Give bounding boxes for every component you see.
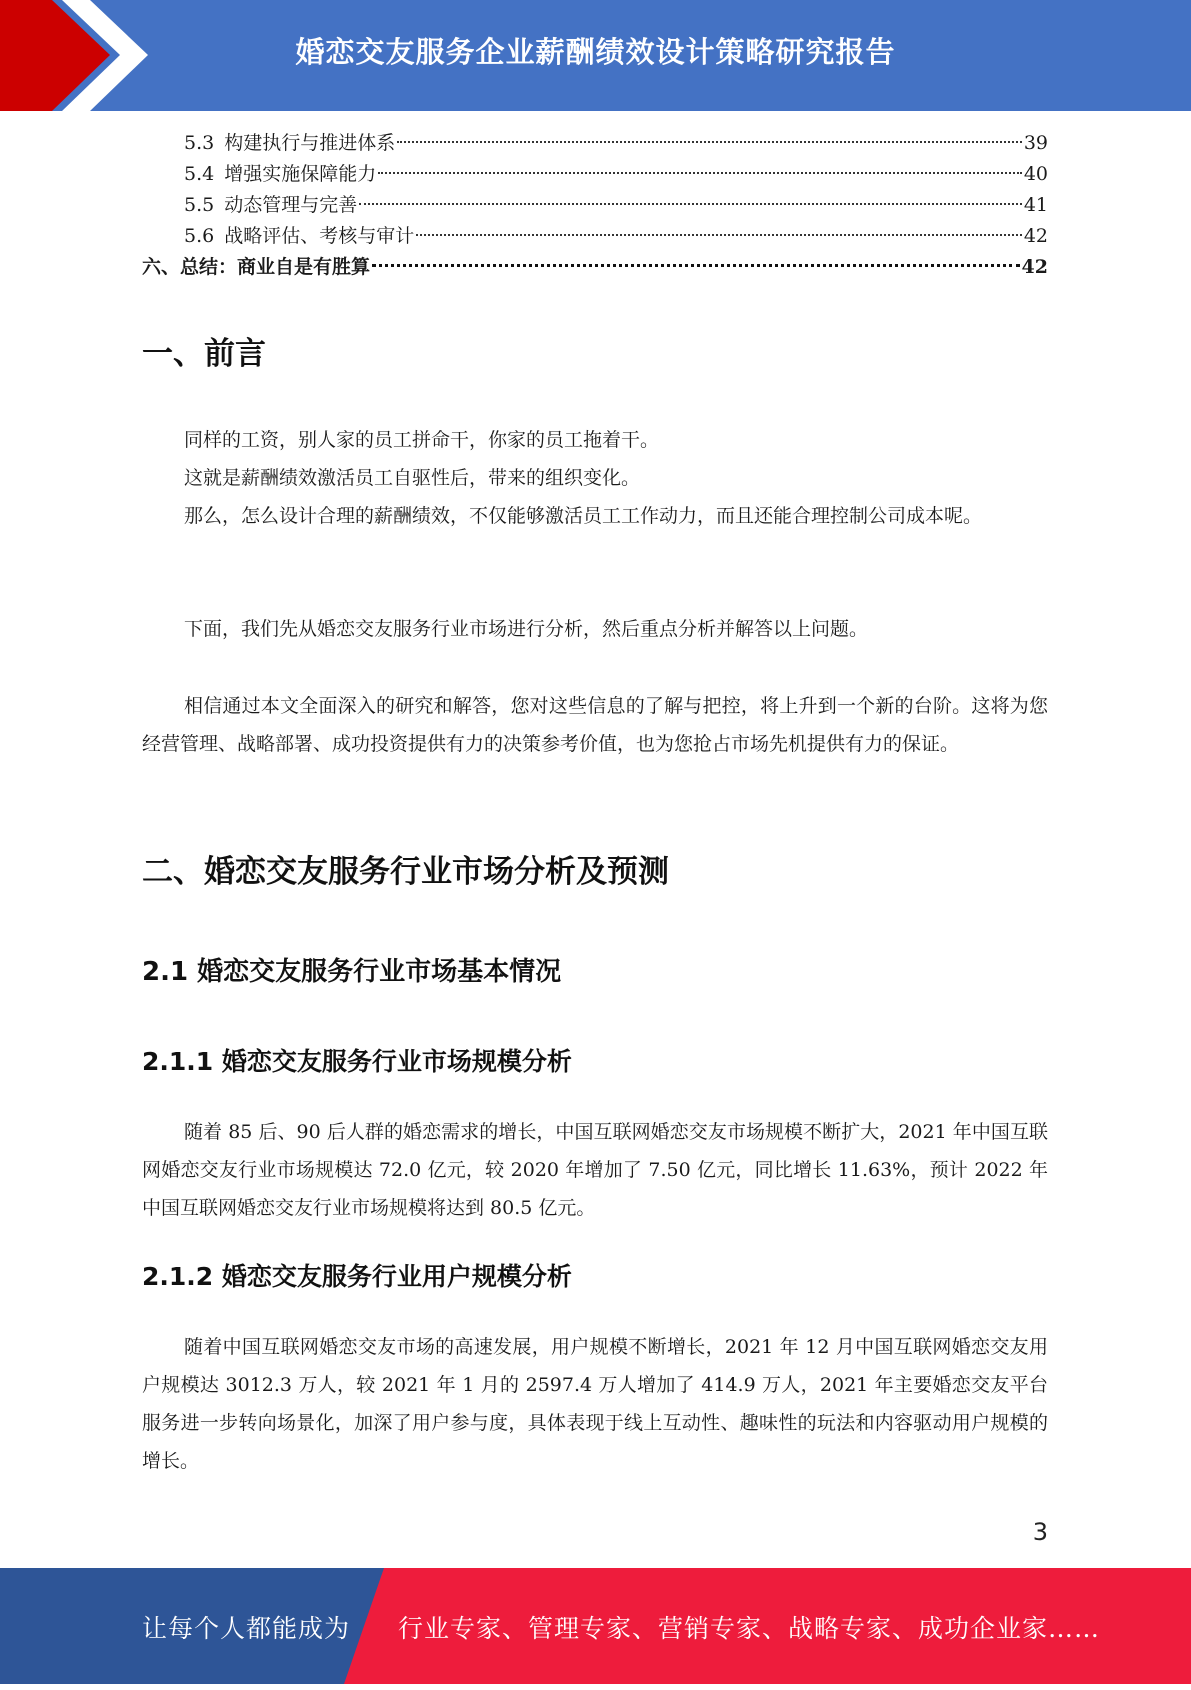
paragraph: 随着 85 后、90 后人群的婚恋需求的增长，中国互联网婚恋交友市场规模不断扩大，2021 年中国互联网婚恋交友行业市场规模达 72.0 亿元，较 2020 年增加了 7.50 亿元，同比增长 11.63%，预计 2022 年中国互联网婚恋交友行业市场规模将达到 80.5 亿元。	[142, 1121, 1048, 1219]
toc-page: 42	[1023, 225, 1048, 247]
toc-label: 增强实施保障能力	[224, 163, 377, 185]
report-title: 婚恋交友服务企业薪酬绩效设计策略研究报告	[295, 34, 896, 69]
paragraph: 相信通过本文全面深入的研究和解答，您对这些信息的了解与把控，将上升到一个新的台阶。这将为您经营管理、战略部署、成功投资提供有力的决策参考价值，也为您抢占市场先机提供有力的保证。	[142, 695, 1048, 755]
toc-entry[interactable]	[142, 252, 1048, 283]
toc-number: 5.5	[184, 194, 215, 216]
toc-page: 39	[1023, 132, 1048, 154]
toc-entry[interactable]	[142, 128, 1048, 159]
paragraph: 下面，我们先从婚恋交友服务行业市场进行分析，然后重点分析并解答以上问题。	[184, 618, 869, 640]
page-footer	[0, 1568, 1191, 1684]
toc-number: 5.6	[184, 225, 215, 247]
toc-leader	[359, 203, 1022, 205]
red-chevron-logo	[0, 0, 160, 111]
toc-leader	[416, 234, 1022, 236]
toc-leader	[397, 141, 1022, 143]
paragraph: 这就是薪酬绩效激活员工自驱性后，带来的组织变化。	[184, 467, 641, 489]
section-heading-market-analysis: 二、婚恋交友服务行业市场分析及预测	[142, 854, 669, 890]
paragraph: 随着中国互联网婚恋交友市场的高速发展，用户规模不断增长，2021 年 12 月中国互联网婚恋交友用户规模达 3012.3 万人，较 2021 年 1 月的 2597.4 万人增加了 414.9 万人，2021 年主要婚恋交友平台服务进一步转向场景化，加深了用户参与度，具体表现于线上互动性、趣味性的玩法和内容驱动用户规模的增长。	[142, 1336, 1048, 1472]
toc-leader	[372, 264, 1020, 267]
footer-slogan-right: 行业专家、管理专家、营销专家、战略专家、成功企业家……	[398, 1614, 1101, 1643]
toc-page: 40	[1023, 163, 1048, 185]
subsection-heading: 2.1 婚恋交友服务行业市场基本情况	[142, 957, 562, 987]
paragraph: 那么，怎么设计合理的薪酬绩效，不仅能够激活员工工作动力，而且还能合理控制公司成本呢。	[184, 505, 983, 527]
toc-label: 战略评估、考核与审计	[224, 225, 415, 247]
toc-page: 42	[1021, 256, 1048, 278]
toc-label: 动态管理与完善	[224, 194, 358, 216]
toc-entry[interactable]	[142, 159, 1048, 190]
toc-entry[interactable]	[142, 190, 1048, 221]
section-heading-preface: 一、前言	[142, 336, 266, 372]
footer-slogan-left: 让每个人都能成为	[142, 1614, 351, 1643]
subsection-heading: 2.1.2 婚恋交友服务行业用户规模分析	[142, 1262, 572, 1291]
paragraph: 同样的工资，别人家的员工拼命干，你家的员工拖着干。	[184, 429, 660, 451]
page-number: 3	[1032, 1518, 1048, 1546]
subsection-heading: 2.1.1 婚恋交友服务行业市场规模分析	[142, 1047, 572, 1076]
toc-leader	[378, 172, 1022, 174]
toc-label: 六、总结：商业自是有胜算	[142, 256, 371, 278]
toc-entry[interactable]	[142, 221, 1048, 252]
toc-page: 41	[1023, 194, 1048, 216]
table-of-contents	[142, 128, 1048, 283]
toc-number: 5.4	[184, 163, 215, 185]
toc-label: 构建执行与推进体系	[224, 132, 396, 154]
page-header	[0, 0, 1191, 111]
toc-number: 5.3	[184, 132, 215, 154]
